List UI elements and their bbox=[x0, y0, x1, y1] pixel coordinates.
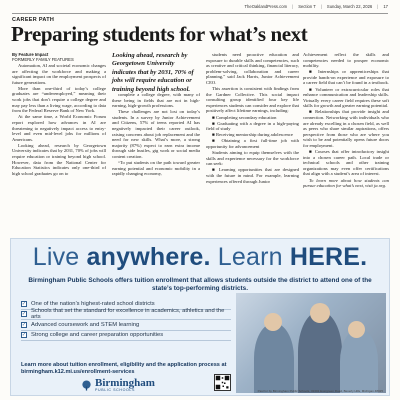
byline-org: FORMERLY FAMILY FEATURES bbox=[12, 57, 74, 63]
paragraph: More than one-third of today’s college graduates are “underemployed,” meaning their work jobs that don’t require a college degree and may pay less than a living wage, according to data from the Federal Reserve Bank of New York. bbox=[12, 85, 106, 114]
paragraph: Automation, AI and societal economic changes are affecting the workforce and making a significant impact on the employment prospects of future generations. bbox=[12, 63, 106, 85]
bullet-item: ■ Relationships that provide insight and connection. Networking with individuals who are already excelling in a chosen field, as well as peers who share similar aspirations, offers perspective from those who are where you wish to be and potentially opens future doors for employment. bbox=[303, 109, 389, 148]
tree-logo-icon bbox=[81, 380, 92, 391]
bullet-icon: ■ bbox=[212, 132, 216, 138]
article-column-4 bbox=[303, 52, 389, 232]
masthead bbox=[12, 4, 388, 14]
masthead-date: | Sunday, March 22, 2026 bbox=[321, 4, 372, 11]
student-figure bbox=[254, 323, 294, 393]
bullet-item: ■ Graduating with a degree in a high-paying field of study bbox=[206, 120, 299, 132]
benefit-item: ✓ Schools that set the standard for excellence in academics, athletics and the arts bbox=[21, 310, 231, 321]
paragraph: complete a college degree, with many of these being in fields that are not in high-earning, high-growth professions. bbox=[112, 92, 200, 109]
pull-quote: Looking ahead, research by Georgetown University indicates that by 2031, 70% of jobs will require education or training beyond high school. bbox=[112, 52, 194, 93]
paragraph: Achievement reflect the skills and competencies needed to prosper economic mobility. bbox=[303, 52, 389, 69]
ad-subhead: Birmingham Public Schools offers tuition enrollment that allows students outside the district to attend one of the state’s top-performing districts. bbox=[28, 277, 372, 293]
paragraph: “To put students on the path toward greater earning potential and economic mobility in a rapidly changing economy, bbox=[112, 160, 200, 177]
byline-author: By Feature Impact bbox=[12, 52, 49, 57]
article-column-3 bbox=[206, 52, 299, 232]
bullet-icon: ■ bbox=[212, 114, 216, 120]
paragraph: Students aiming to equip themselves with the skills and experience necessary for the workforce can seek: bbox=[206, 150, 299, 167]
bullet-icon: ■ bbox=[212, 138, 222, 144]
bullet-item: ■ Courses that offer introductory insight into a chosen career path. Local trade or technical schools and other training organizations may even offer certifications that align with a student’s area of interest. bbox=[303, 149, 389, 177]
student-head bbox=[310, 303, 330, 323]
bullet-item: ■ Receiving mentorship during adolescence bbox=[212, 132, 293, 138]
bullet-icon: ■ bbox=[212, 120, 218, 126]
district-logo bbox=[81, 379, 155, 392]
bullet-item: ■ Learning opportunities that are designed with the future in mind. For example, learning experiences offered through Junior bbox=[206, 167, 299, 184]
article-column-1 bbox=[12, 63, 106, 231]
byline bbox=[12, 52, 74, 62]
article-column-2 bbox=[112, 92, 200, 232]
bullet-item: ■ Internships or apprenticeships that provide hands-on experience and exposure to a career field that can’t be found in a textbook. bbox=[303, 69, 389, 86]
checkbox-icon: ✓ bbox=[21, 321, 27, 328]
qr-code-icon[interactable] bbox=[214, 374, 231, 391]
benefit-item: ✓ One of the nation’s highest-rated school districts bbox=[21, 299, 231, 310]
logo-subtitle: PUBLIC SCHOOLS bbox=[95, 388, 135, 392]
student-head bbox=[264, 313, 282, 331]
bullet-item: ■ Completing secondary education bbox=[212, 114, 277, 120]
bullet-item: ■ Volunteer or extracurricular roles that enhance communication and leadership skills. Virtually every career field requires these soft skills for growth and greater earning potential. bbox=[303, 86, 389, 109]
bullet-icon: ■ bbox=[212, 167, 219, 173]
page-title: Preparing students for what’s next bbox=[11, 22, 308, 46]
paragraph: Looking ahead, research by Georgetown University indicates that by 2031, 70% of jobs will require education or training beyond high school. However, data from the National Center for Education Statistics indicates only one-third of high school graduates go on to bbox=[12, 142, 106, 176]
benefit-item: ✓ Advanced coursework and STEM learning bbox=[21, 320, 231, 331]
masthead-section: | Section T bbox=[292, 4, 316, 11]
student-figure bbox=[340, 329, 378, 393]
bullet-icon: ■ bbox=[309, 69, 319, 75]
advertisement bbox=[10, 238, 390, 396]
masthead-page: | 17 bbox=[377, 4, 388, 11]
logo-name: Birmingham bbox=[95, 377, 155, 389]
paragraph: These challenges are not lost on today’s students. In a survey by Junior Achievement and Citizens, 57% of teens reported AI has negatively impacted their career outlook, raising concerns about job replacement and the need for new skills. What’s more, a strong majority (87%) expect to earn extra income through side hustles, gig work or social media content creation. bbox=[112, 109, 200, 160]
benefit-item: ✓ Strong college and career preparation opportunities bbox=[21, 331, 231, 342]
ad-headline: Live anywhere. Learn HERE. bbox=[32, 243, 368, 271]
checkbox-icon: ✓ bbox=[21, 332, 27, 339]
paragraph: At the same time, a World Economic Forum report explored how advances in AI are threatening to negatively impact access to entry-level and even mid-level jobs for millions of Americans. bbox=[12, 114, 106, 142]
paragraph: This assertion is consistent with findings from the Gardner Collective. This social impact consulting group identified four key life experiences students can consider and explore that positively affect lifetime earnings, including: bbox=[206, 86, 299, 114]
closing-note: To learn more about how students can pursue education for what’s next, visit ja.org. bbox=[303, 177, 389, 189]
paid-for-disclaimer: Paid for by Birmingham Public Schools, 31301 Evergreen Road, Beverly Hills, Michigan 48025 bbox=[257, 389, 383, 393]
bullet-icon: ■ bbox=[309, 149, 315, 155]
section-tag: CAREER PATH bbox=[12, 17, 55, 23]
learn-more-text: Learn more about tuition enrollment, eligibility and the application process at birmingham.k12.mi.us/enrollment-services bbox=[21, 362, 227, 375]
student-figure bbox=[298, 311, 342, 393]
checkbox-icon: ✓ bbox=[21, 311, 27, 318]
student-head bbox=[348, 321, 365, 338]
paragraph: students need proactive education and exposure to durable skills and competencies, such as creative and critical thinking, financial literacy, problem-solving, collaboration and career planning,” said Jack Harris, Junior Achievement CEO. bbox=[206, 52, 299, 85]
masthead-site: TheOaklandPress.com bbox=[244, 4, 288, 9]
benefit-list bbox=[21, 299, 231, 359]
bullet-item: ■ Obtaining a first full-time job with opportunity for advancement bbox=[206, 138, 299, 149]
checkbox-icon: ✓ bbox=[21, 300, 27, 307]
bullet-icon: ■ bbox=[309, 109, 316, 115]
students-photo bbox=[236, 293, 386, 393]
bullet-icon: ■ bbox=[309, 86, 316, 92]
